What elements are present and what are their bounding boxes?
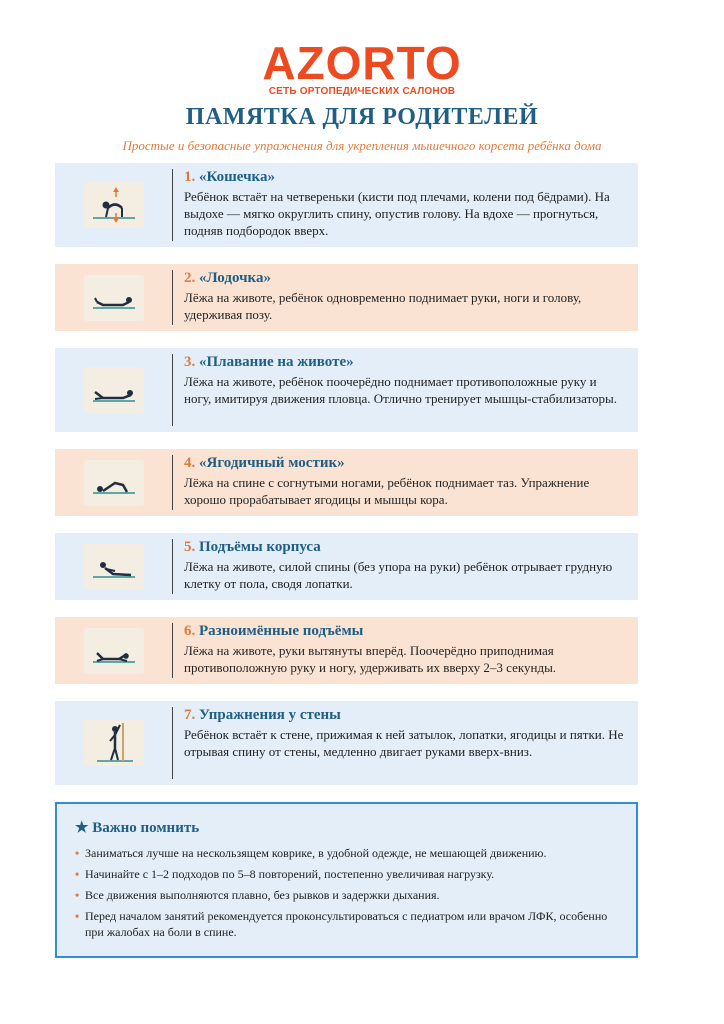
swimming-pose-icon [84, 367, 144, 413]
list-item: • Перед началом занятий рекомендуется проконсультироваться с педиатром или врачом ЛФК, особенно при жалобах на боли в спине. [75, 909, 608, 939]
exercise-card-3 [55, 348, 638, 432]
torso-lift-icon [84, 544, 144, 590]
exercise-image-frame [55, 455, 173, 510]
exercise-image-frame [55, 539, 173, 594]
bullet-icon: • [75, 888, 80, 902]
exercise-description: Лёжа на спине с согнутыми ногами, ребёнок поднимает таз. Упражнение хорошо прорабатывает ягодицы и мышцы кора. [184, 475, 590, 507]
exercise-image-frame [55, 707, 173, 779]
exercise-description: Ребёнок встаёт на четвереньки (кисти под плечами, колени под бёдрами). На выдохе — мягко округлить спину, опустив голову. На вдохе — прогнуться, подняв подбородок вверх. [184, 189, 610, 238]
exercise-title: 7. Упражнения у стены [184, 707, 341, 723]
exercise-title: 3. «Плавание на животе» [184, 354, 354, 370]
exercise-description: Лёжа на животе, ребёнок одновременно поднимает руки, ноги и голову, удерживая позу. [184, 290, 582, 322]
exercise-card-6 [55, 617, 638, 684]
exercise-title: 2. «Лодочка» [184, 270, 271, 286]
bullet-icon: • [75, 846, 80, 860]
list-item: • Начинайте с 1–2 подходов по 5–8 повторений, постепенно увеличивая нагрузку. [75, 867, 495, 881]
exercise-title: 6. Разноимённые подъёмы [184, 623, 364, 639]
list-item: • Все движения выполняются плавно, без рывков и задержки дыхания. [75, 888, 440, 902]
wall-stand-icon [84, 720, 144, 766]
exercise-title: 4. «Ягодичный мостик» [184, 455, 345, 471]
exercise-card-7 [55, 701, 638, 785]
note-title: ★ Важно помнить [75, 820, 200, 836]
exercise-description: Лёжа на животе, руки вытянуты вперёд. Поочерёдно приподнимая противоположную руку и ногу, удерживать их вверху 2–3 секунды. [184, 643, 557, 675]
exercise-description: Ребёнок встаёт к стене, прижимая к ней затылок, лопатки, ягодицы и пятки. Не отрывая спину от стены, медленно двигает руками вверх-вниз. [184, 727, 624, 759]
exercise-description: Лёжа на животе, силой спины (без упора на руки) ребёнок отрывает грудную клетку от пола, сводя лопатки. [184, 559, 613, 591]
exercise-image-frame [55, 169, 173, 241]
exercise-title: 5. Подъёмы корпуса [184, 539, 321, 555]
exercise-title: 1. «Кошечка» [184, 169, 275, 185]
exercise-image-frame [55, 270, 173, 325]
page-subtitle: Простые и безопасные упражнения для укрепления мышечного корсета ребёнка дома [122, 138, 602, 153]
boat-pose-icon [84, 275, 144, 321]
bullet-icon: • [75, 867, 80, 881]
exercise-image-frame [55, 623, 173, 678]
note-list [75, 845, 618, 940]
cat-pose-icon [84, 182, 144, 228]
page-title: ПАМЯТКА ДЛЯ РОДИТЕЛЕЙ [185, 104, 539, 130]
brand-logo: AZORTO [262, 37, 462, 89]
glute-bridge-icon [84, 460, 144, 506]
exercise-card-4 [55, 449, 638, 516]
brand-tagline: СЕТЬ ОРТОПЕДИЧЕСКИХ САЛОНОВ [268, 86, 456, 97]
exercise-card-5 [55, 533, 638, 600]
alternate-lift-icon [84, 628, 144, 674]
star-icon: ★ [75, 820, 89, 836]
bullet-icon: • [75, 909, 80, 923]
exercise-image-frame [55, 354, 173, 426]
exercise-description: Лёжа на животе, ребёнок поочерёдно поднимает противоположные руку и ногу, имитируя движения пловца. Отлично тренирует мышцы-стабилизаторы. [184, 374, 618, 406]
list-item: • Заниматься лучше на нескользящем коврике, в удобной одежде, не мешающей движению. [75, 846, 547, 860]
important-note-box [55, 802, 638, 958]
exercise-card-1 [55, 163, 638, 247]
exercise-card-2 [55, 264, 638, 331]
